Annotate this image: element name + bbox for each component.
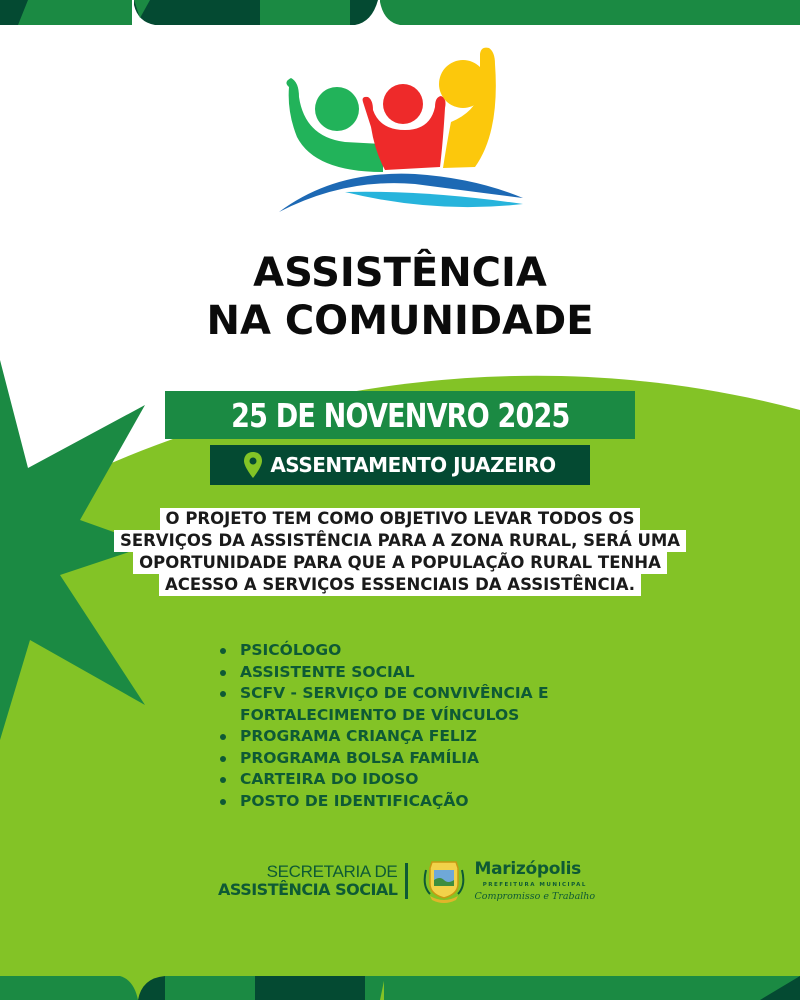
top-stripe (0, 0, 800, 25)
project-description (0, 508, 800, 596)
event-date-banner (165, 391, 635, 439)
community-people-logo-icon (275, 42, 530, 220)
service-item: CARTEIRA DO IDOSO (220, 769, 549, 791)
bullet-icon (220, 691, 226, 697)
description-line: SERVIÇOS DA ASSISTÊNCIA PARA A ZONA RURAL, SERÁ UMA (114, 530, 686, 552)
footer-logos (218, 858, 595, 904)
map-pin-icon (244, 452, 262, 478)
bullet-icon (220, 648, 226, 654)
description-line: ACESSO A SERVIÇOS ESSENCIAIS DA ASSISTÊNCIA. (159, 574, 641, 596)
municipal-crest-icon (420, 858, 468, 904)
bullet-icon (220, 799, 226, 805)
footer-divider (405, 863, 408, 899)
event-location: ASSENTAMENTO JUAZEIRO (270, 453, 556, 477)
bullet-icon (220, 670, 226, 676)
service-item: PROGRAMA CRIANÇA FELIZ (220, 726, 549, 748)
bullet-icon (220, 756, 226, 762)
bottom-stripe (0, 976, 800, 1000)
bullet-icon (220, 734, 226, 740)
event-location-banner (210, 445, 590, 485)
service-item: PROGRAMA BOLSA FAMÍLIA (220, 748, 549, 770)
service-item-continuation: FORTALECIMENTO DE VÍNCULOS (240, 705, 520, 724)
services-list (220, 640, 549, 812)
event-date: 25 DE NOVENVRO 2025 (230, 395, 570, 435)
service-item: POSTO DE IDENTIFICAÇÃO (220, 791, 549, 813)
description-line: O PROJETO TEM COMO OBJETIVO LEVAR TODOS OS (160, 508, 641, 530)
description-line: OPORTUNIDADE PARA QUE A POPULAÇÃO RURAL TENHA (133, 552, 667, 574)
service-item: PSICÓLOGO (220, 640, 549, 662)
municipality-logo: Marizópolis PREFEITURA MUNICIPAL Compromisso e Trabalho (474, 859, 596, 902)
secretaria-logo: SECRETARIA DE ASSISTÊNCIA SOCIAL (218, 862, 398, 899)
service-item: ASSISTENTE SOCIAL (220, 662, 549, 684)
page-title-line-1: ASSISTÊNCIA (253, 250, 547, 296)
page-title-line-2: NA COMUNIDADE (206, 298, 594, 344)
bullet-icon (220, 777, 226, 783)
service-item: SCFV - SERVIÇO DE CONVIVÊNCIA E (220, 683, 549, 705)
